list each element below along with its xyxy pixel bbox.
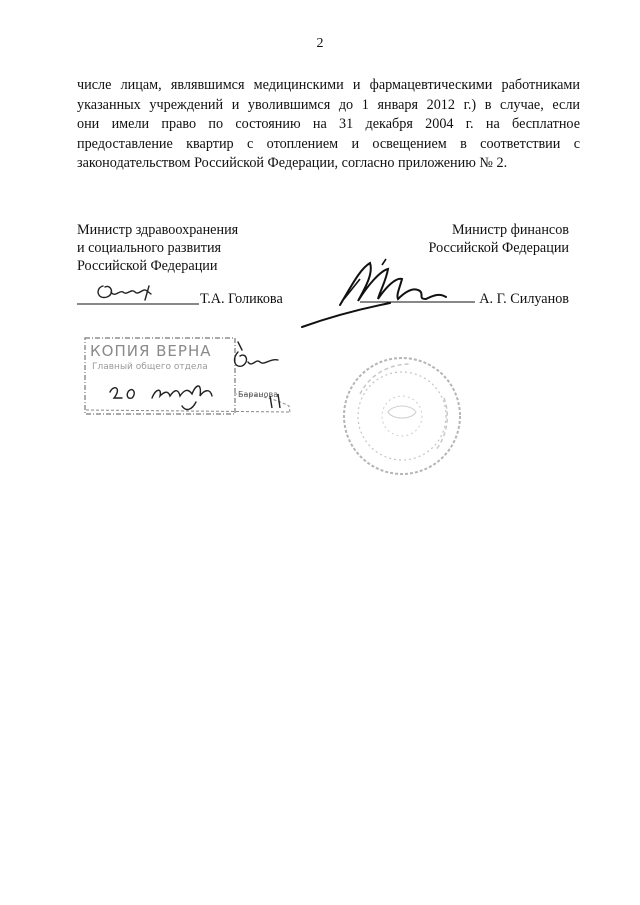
stamp-handwriting [100, 340, 300, 420]
right-title-line: Министр финансов [451, 222, 569, 238]
left-signature [77, 278, 202, 308]
left-title-line: и социального развития [77, 240, 222, 256]
right-signer-title [429, 221, 569, 257]
body-paragraph [77, 76, 580, 174]
official-seal [340, 354, 464, 478]
stamp-name: Баранова [238, 390, 279, 399]
body-line: они имели право по состоянию на 31 декабря 2004 г. на бесплатное [77, 116, 580, 132]
left-signer-name: Т.А. Голикова [200, 291, 283, 307]
right-signature [300, 255, 485, 335]
right-title-line: Российской Федерации [428, 240, 569, 256]
right-signer-name: А. Г. Силуанов [479, 291, 569, 307]
body-line: законодательством Российской Федерации, согласно приложению № 2. [77, 155, 508, 171]
left-signer-title [77, 221, 238, 275]
body-line: указанных учреждений и уволившимся до 1 января 2012 г.) в случае, если [77, 96, 580, 113]
left-title-line: Российской Федерации [77, 258, 218, 274]
stamp-subtitle: Главный общего отдела [92, 362, 208, 372]
body-line: числе лицам, являвшимся медицинскими и фармацевтическими работниками [77, 77, 580, 93]
stamp-title: КОПИЯ ВЕРНА [90, 342, 212, 360]
left-title-line: Министр здравоохранения [77, 222, 239, 238]
page-number: 2 [316, 36, 324, 51]
body-line: предоставление квартир с отоплением и освещением в соответствии с [77, 135, 580, 152]
